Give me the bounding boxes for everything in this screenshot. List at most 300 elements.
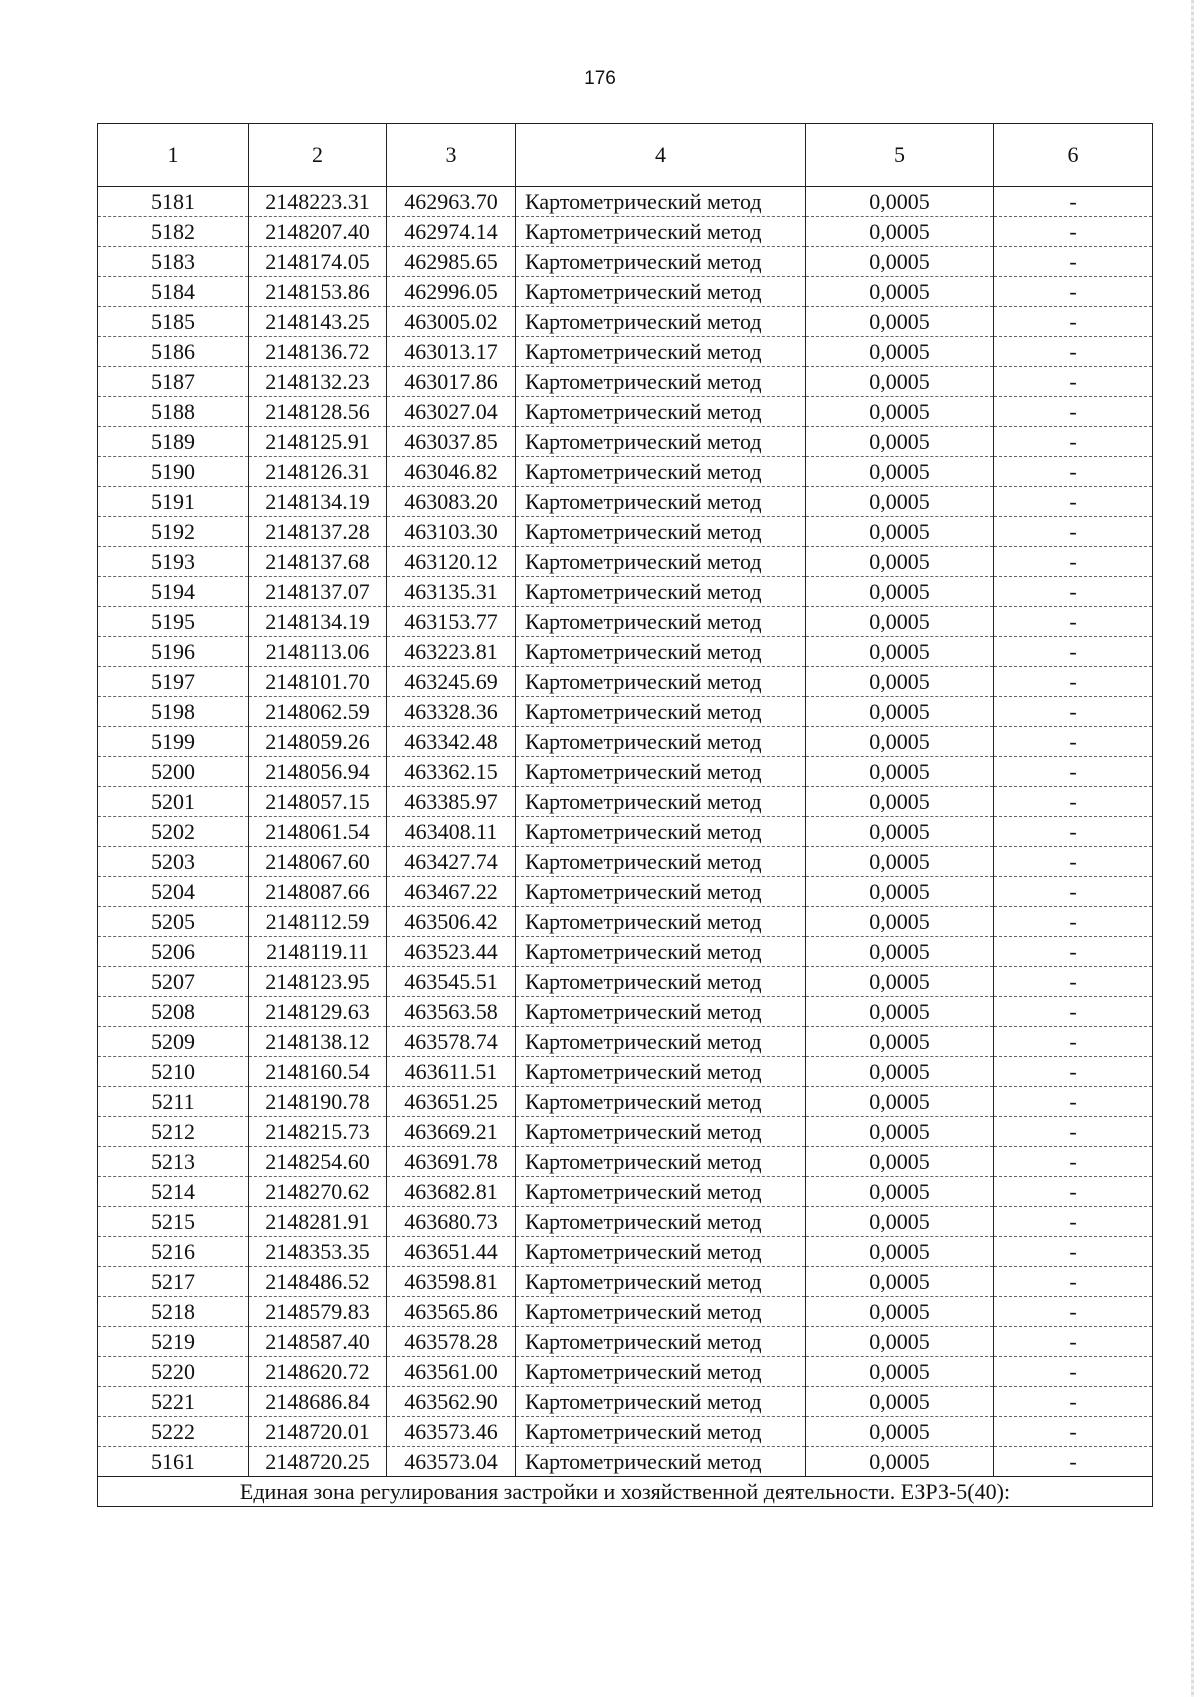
cell-coord-y: 463427.74 — [387, 847, 516, 877]
cell-coord-y: 463013.17 — [387, 337, 516, 367]
cell-coord-y: 463545.51 — [387, 967, 516, 997]
cell-note: - — [994, 607, 1153, 637]
cell-coord-x: 2148134.19 — [249, 607, 387, 637]
cell-coord-x: 2148123.95 — [249, 967, 387, 997]
cell-point-number: 5195 — [98, 607, 249, 637]
cell-point-number: 5205 — [98, 907, 249, 937]
cell-method: Картометрический метод — [516, 427, 806, 457]
table-row — [98, 637, 1153, 667]
cell-note: - — [994, 397, 1153, 427]
cell-coord-y: 463578.28 — [387, 1327, 516, 1357]
table-row — [98, 907, 1153, 937]
cell-method: Картометрический метод — [516, 577, 806, 607]
cell-point-number: 5188 — [98, 397, 249, 427]
cell-point-number: 5222 — [98, 1417, 249, 1447]
cell-precision: 0,0005 — [806, 877, 994, 907]
table-row — [98, 1387, 1153, 1417]
cell-method: Картометрический метод — [516, 967, 806, 997]
table-row — [98, 1117, 1153, 1147]
cell-coord-x: 2148113.06 — [249, 637, 387, 667]
cell-precision: 0,0005 — [806, 847, 994, 877]
cell-coord-y: 463563.58 — [387, 997, 516, 1027]
cell-precision: 0,0005 — [806, 1147, 994, 1177]
table-row — [98, 397, 1153, 427]
cell-precision: 0,0005 — [806, 727, 994, 757]
cell-method: Картометрический метод — [516, 1057, 806, 1087]
table-row — [98, 247, 1153, 277]
table-row — [98, 577, 1153, 607]
table-row — [98, 367, 1153, 397]
table-row — [98, 337, 1153, 367]
cell-coord-y: 463669.21 — [387, 1117, 516, 1147]
cell-method: Картометрический метод — [516, 637, 806, 667]
cell-note: - — [994, 277, 1153, 307]
cell-note: - — [994, 637, 1153, 667]
table-row — [98, 1087, 1153, 1117]
table-row — [98, 487, 1153, 517]
cell-coord-x: 2148137.68 — [249, 547, 387, 577]
cell-coord-y: 462985.65 — [387, 247, 516, 277]
cell-coord-y: 463362.15 — [387, 757, 516, 787]
cell-point-number: 5192 — [98, 517, 249, 547]
table-row — [98, 427, 1153, 457]
cell-coord-y: 463651.25 — [387, 1087, 516, 1117]
cell-note: - — [994, 487, 1153, 517]
cell-precision: 0,0005 — [806, 1177, 994, 1207]
cell-coord-y: 463120.12 — [387, 547, 516, 577]
cell-note: - — [994, 1087, 1153, 1117]
cell-coord-y: 463573.04 — [387, 1447, 516, 1477]
scan-edge-artifact — [1191, 0, 1194, 1697]
cell-point-number: 5218 — [98, 1297, 249, 1327]
cell-precision: 0,0005 — [806, 967, 994, 997]
cell-point-number: 5182 — [98, 217, 249, 247]
cell-note: - — [994, 1057, 1153, 1087]
table-footer-row — [98, 1477, 1153, 1507]
cell-point-number: 5211 — [98, 1087, 249, 1117]
cell-precision: 0,0005 — [806, 937, 994, 967]
cell-note: - — [994, 997, 1153, 1027]
cell-method: Картометрический метод — [516, 997, 806, 1027]
cell-coord-x: 2148620.72 — [249, 1357, 387, 1387]
cell-coord-x: 2148174.05 — [249, 247, 387, 277]
table-row — [98, 187, 1153, 217]
cell-coord-x: 2148112.59 — [249, 907, 387, 937]
cell-precision: 0,0005 — [806, 1117, 994, 1147]
cell-coord-y: 463328.36 — [387, 697, 516, 727]
cell-coord-x: 2148686.84 — [249, 1387, 387, 1417]
cell-method: Картометрический метод — [516, 607, 806, 637]
cell-coord-y: 463046.82 — [387, 457, 516, 487]
header-col-2: 2 — [249, 124, 387, 187]
cell-note: - — [994, 817, 1153, 847]
cell-note: - — [994, 667, 1153, 697]
cell-precision: 0,0005 — [806, 1087, 994, 1117]
cell-coord-x: 2148190.78 — [249, 1087, 387, 1117]
cell-point-number: 5193 — [98, 547, 249, 577]
cell-coord-x: 2148587.40 — [249, 1327, 387, 1357]
cell-note: - — [994, 1267, 1153, 1297]
cell-point-number: 5201 — [98, 787, 249, 817]
table-row — [98, 1027, 1153, 1057]
cell-coord-y: 462974.14 — [387, 217, 516, 247]
cell-method: Картометрический метод — [516, 547, 806, 577]
cell-coord-x: 2148486.52 — [249, 1267, 387, 1297]
cell-method: Картометрический метод — [516, 1447, 806, 1477]
cell-point-number: 5217 — [98, 1267, 249, 1297]
cell-method: Картометрический метод — [516, 1117, 806, 1147]
cell-coord-x: 2148720.25 — [249, 1447, 387, 1477]
cell-method: Картометрический метод — [516, 187, 806, 217]
table-row — [98, 1177, 1153, 1207]
cell-coord-x: 2148215.73 — [249, 1117, 387, 1147]
cell-method: Картометрический метод — [516, 337, 806, 367]
cell-method: Картометрический метод — [516, 247, 806, 277]
cell-note: - — [994, 517, 1153, 547]
cell-coord-x: 2148579.83 — [249, 1297, 387, 1327]
cell-point-number: 5210 — [98, 1057, 249, 1087]
cell-coord-x: 2148270.62 — [249, 1177, 387, 1207]
cell-precision: 0,0005 — [806, 637, 994, 667]
table-header-row — [98, 124, 1153, 187]
table-row — [98, 1237, 1153, 1267]
cell-method: Картометрический метод — [516, 1417, 806, 1447]
cell-point-number: 5220 — [98, 1357, 249, 1387]
cell-method: Картометрический метод — [516, 787, 806, 817]
cell-coord-y: 463342.48 — [387, 727, 516, 757]
cell-point-number: 5198 — [98, 697, 249, 727]
cell-precision: 0,0005 — [806, 1237, 994, 1267]
cell-point-number: 5213 — [98, 1147, 249, 1177]
cell-note: - — [994, 787, 1153, 817]
cell-method: Картометрический метод — [516, 1207, 806, 1237]
cell-coord-y: 463561.00 — [387, 1357, 516, 1387]
cell-note: - — [994, 727, 1153, 757]
cell-precision: 0,0005 — [806, 1417, 994, 1447]
cell-note: - — [994, 457, 1153, 487]
cell-point-number: 5189 — [98, 427, 249, 457]
cell-point-number: 5187 — [98, 367, 249, 397]
cell-precision: 0,0005 — [806, 337, 994, 367]
cell-note: - — [994, 1417, 1153, 1447]
cell-coord-y: 463245.69 — [387, 667, 516, 697]
cell-point-number: 5208 — [98, 997, 249, 1027]
cell-precision: 0,0005 — [806, 187, 994, 217]
cell-precision: 0,0005 — [806, 1327, 994, 1357]
cell-note: - — [994, 307, 1153, 337]
cell-point-number: 5191 — [98, 487, 249, 517]
cell-note: - — [994, 1237, 1153, 1267]
cell-method: Картометрический метод — [516, 1357, 806, 1387]
cell-coord-y: 463523.44 — [387, 937, 516, 967]
cell-note: - — [994, 937, 1153, 967]
cell-method: Картометрический метод — [516, 397, 806, 427]
cell-coord-x: 2148057.15 — [249, 787, 387, 817]
table-row — [98, 847, 1153, 877]
cell-coord-y: 463027.04 — [387, 397, 516, 427]
table-row — [98, 967, 1153, 997]
table-row — [98, 307, 1153, 337]
cell-method: Картометрический метод — [516, 517, 806, 547]
cell-coord-x: 2148128.56 — [249, 397, 387, 427]
cell-coord-x: 2148137.28 — [249, 517, 387, 547]
cell-precision: 0,0005 — [806, 1267, 994, 1297]
table-row — [98, 997, 1153, 1027]
cell-note: - — [994, 337, 1153, 367]
cell-coord-x: 2148059.26 — [249, 727, 387, 757]
cell-note: - — [994, 187, 1153, 217]
cell-point-number: 5219 — [98, 1327, 249, 1357]
table-row — [98, 1327, 1153, 1357]
cell-coord-x: 2148119.11 — [249, 937, 387, 967]
cell-method: Картометрический метод — [516, 757, 806, 787]
cell-point-number: 5199 — [98, 727, 249, 757]
cell-note: - — [994, 1207, 1153, 1237]
cell-method: Картометрический метод — [516, 1297, 806, 1327]
cell-note: - — [994, 367, 1153, 397]
cell-coord-x: 2148223.31 — [249, 187, 387, 217]
cell-method: Картометрический метод — [516, 937, 806, 967]
header-col-5: 5 — [806, 124, 994, 187]
cell-point-number: 5190 — [98, 457, 249, 487]
cell-method: Картометрический метод — [516, 727, 806, 757]
cell-precision: 0,0005 — [806, 247, 994, 277]
cell-method: Картометрический метод — [516, 1027, 806, 1057]
cell-precision: 0,0005 — [806, 367, 994, 397]
cell-precision: 0,0005 — [806, 1207, 994, 1237]
cell-coord-y: 463135.31 — [387, 577, 516, 607]
cell-precision: 0,0005 — [806, 1447, 994, 1477]
cell-method: Картометрический метод — [516, 877, 806, 907]
cell-coord-y: 463467.22 — [387, 877, 516, 907]
cell-coord-y: 463005.02 — [387, 307, 516, 337]
cell-coord-y: 463153.77 — [387, 607, 516, 637]
table-row — [98, 547, 1153, 577]
cell-coord-x: 2148087.66 — [249, 877, 387, 907]
cell-coord-y: 463598.81 — [387, 1267, 516, 1297]
cell-coord-x: 2148056.94 — [249, 757, 387, 787]
cell-coord-y: 462996.05 — [387, 277, 516, 307]
table-row — [98, 667, 1153, 697]
cell-method: Картометрический метод — [516, 1177, 806, 1207]
cell-precision: 0,0005 — [806, 577, 994, 607]
cell-precision: 0,0005 — [806, 757, 994, 787]
cell-precision: 0,0005 — [806, 457, 994, 487]
cell-note: - — [994, 547, 1153, 577]
cell-coord-y: 463083.20 — [387, 487, 516, 517]
table-row — [98, 607, 1153, 637]
coordinates-table — [97, 123, 1153, 1507]
cell-coord-y: 463385.97 — [387, 787, 516, 817]
cell-note: - — [994, 1117, 1153, 1147]
header-col-4: 4 — [516, 124, 806, 187]
cell-point-number: 5202 — [98, 817, 249, 847]
cell-precision: 0,0005 — [806, 217, 994, 247]
cell-precision: 0,0005 — [806, 547, 994, 577]
table-row — [98, 787, 1153, 817]
cell-point-number: 5215 — [98, 1207, 249, 1237]
cell-method: Картометрический метод — [516, 367, 806, 397]
table-row — [98, 727, 1153, 757]
cell-precision: 0,0005 — [806, 997, 994, 1027]
table-row — [98, 1447, 1153, 1477]
cell-coord-y: 463223.81 — [387, 637, 516, 667]
cell-coord-x: 2148136.72 — [249, 337, 387, 367]
cell-point-number: 5203 — [98, 847, 249, 877]
cell-method: Картометрический метод — [516, 1267, 806, 1297]
cell-method: Картометрический метод — [516, 457, 806, 487]
cell-coord-x: 2148138.12 — [249, 1027, 387, 1057]
table-row — [98, 1207, 1153, 1237]
cell-coord-y: 463565.86 — [387, 1297, 516, 1327]
cell-precision: 0,0005 — [806, 1027, 994, 1057]
table-row — [98, 1267, 1153, 1297]
cell-point-number: 5194 — [98, 577, 249, 607]
cell-point-number: 5161 — [98, 1447, 249, 1477]
cell-coord-x: 2148062.59 — [249, 697, 387, 727]
cell-coord-y: 463017.86 — [387, 367, 516, 397]
header-col-3: 3 — [387, 124, 516, 187]
header-col-1: 1 — [98, 124, 249, 187]
cell-note: - — [994, 217, 1153, 247]
table-row — [98, 817, 1153, 847]
cell-point-number: 5206 — [98, 937, 249, 967]
table-row — [98, 757, 1153, 787]
cell-note: - — [994, 1327, 1153, 1357]
table-row — [98, 217, 1153, 247]
table-row — [98, 877, 1153, 907]
cell-coord-y: 463651.44 — [387, 1237, 516, 1267]
cell-precision: 0,0005 — [806, 277, 994, 307]
cell-coord-y: 463682.81 — [387, 1177, 516, 1207]
table-row — [98, 937, 1153, 967]
cell-coord-y: 463611.51 — [387, 1057, 516, 1087]
cell-note: - — [994, 697, 1153, 727]
cell-coord-y: 463573.46 — [387, 1417, 516, 1447]
cell-precision: 0,0005 — [806, 817, 994, 847]
table-row — [98, 1057, 1153, 1087]
cell-note: - — [994, 247, 1153, 277]
cell-method: Картометрический метод — [516, 217, 806, 247]
header-col-6: 6 — [994, 124, 1153, 187]
cell-coord-x: 2148134.19 — [249, 487, 387, 517]
cell-method: Картометрический метод — [516, 487, 806, 517]
cell-point-number: 5185 — [98, 307, 249, 337]
cell-point-number: 5181 — [98, 187, 249, 217]
cell-coord-x: 2148126.31 — [249, 457, 387, 487]
cell-coord-y: 463506.42 — [387, 907, 516, 937]
cell-coord-y: 463037.85 — [387, 427, 516, 457]
cell-point-number: 5183 — [98, 247, 249, 277]
table-row — [98, 1147, 1153, 1177]
cell-precision: 0,0005 — [806, 427, 994, 457]
cell-method: Картометрический метод — [516, 1327, 806, 1357]
cell-precision: 0,0005 — [806, 607, 994, 637]
cell-note: - — [994, 1177, 1153, 1207]
cell-note: - — [994, 907, 1153, 937]
cell-coord-x: 2148720.01 — [249, 1417, 387, 1447]
cell-coord-x: 2148207.40 — [249, 217, 387, 247]
cell-note: - — [994, 1297, 1153, 1327]
cell-coord-x: 2148254.60 — [249, 1147, 387, 1177]
table-row — [98, 1297, 1153, 1327]
cell-note: - — [994, 1447, 1153, 1477]
cell-note: - — [994, 427, 1153, 457]
cell-precision: 0,0005 — [806, 1057, 994, 1087]
cell-point-number: 5207 — [98, 967, 249, 997]
cell-note: - — [994, 757, 1153, 787]
cell-point-number: 5212 — [98, 1117, 249, 1147]
cell-precision: 0,0005 — [806, 397, 994, 427]
page-number: 176 — [584, 68, 616, 89]
cell-point-number: 5204 — [98, 877, 249, 907]
cell-coord-x: 2148129.63 — [249, 997, 387, 1027]
cell-coord-x: 2148132.23 — [249, 367, 387, 397]
cell-coord-y: 463562.90 — [387, 1387, 516, 1417]
cell-coord-x: 2148061.54 — [249, 817, 387, 847]
cell-precision: 0,0005 — [806, 907, 994, 937]
cell-point-number: 5197 — [98, 667, 249, 697]
cell-note: - — [994, 1147, 1153, 1177]
cell-precision: 0,0005 — [806, 787, 994, 817]
table-row — [98, 1357, 1153, 1387]
cell-coord-x: 2148125.91 — [249, 427, 387, 457]
cell-method: Картометрический метод — [516, 277, 806, 307]
cell-coord-y: 462963.70 — [387, 187, 516, 217]
table-row — [98, 1417, 1153, 1447]
cell-note: - — [994, 1357, 1153, 1387]
cell-precision: 0,0005 — [806, 667, 994, 697]
cell-point-number: 5200 — [98, 757, 249, 787]
cell-point-number: 5221 — [98, 1387, 249, 1417]
table-row — [98, 457, 1153, 487]
cell-precision: 0,0005 — [806, 487, 994, 517]
cell-point-number: 5196 — [98, 637, 249, 667]
table-row — [98, 697, 1153, 727]
cell-precision: 0,0005 — [806, 1357, 994, 1387]
cell-coord-x: 2148281.91 — [249, 1207, 387, 1237]
cell-note: - — [994, 1027, 1153, 1057]
cell-coord-x: 2148353.35 — [249, 1237, 387, 1267]
cell-point-number: 5209 — [98, 1027, 249, 1057]
cell-point-number: 5214 — [98, 1177, 249, 1207]
cell-note: - — [994, 847, 1153, 877]
cell-precision: 0,0005 — [806, 517, 994, 547]
table-row — [98, 277, 1153, 307]
cell-coord-x: 2148101.70 — [249, 667, 387, 697]
cell-method: Картометрический метод — [516, 1237, 806, 1267]
cell-coord-x: 2148160.54 — [249, 1057, 387, 1087]
cell-method: Картометрический метод — [516, 1147, 806, 1177]
cell-precision: 0,0005 — [806, 1387, 994, 1417]
cell-note: - — [994, 877, 1153, 907]
cell-coord-y: 463408.11 — [387, 817, 516, 847]
cell-method: Картометрический метод — [516, 307, 806, 337]
cell-method: Картометрический метод — [516, 667, 806, 697]
cell-coord-x: 2148137.07 — [249, 577, 387, 607]
cell-method: Картометрический метод — [516, 907, 806, 937]
cell-coord-y: 463103.30 — [387, 517, 516, 547]
zone-caption: Единая зона регулирования застройки и хозяйственной деятельности. ЕЗРЗ-5(40): — [98, 1477, 1153, 1507]
cell-coord-x: 2148143.25 — [249, 307, 387, 337]
cell-point-number: 5184 — [98, 277, 249, 307]
cell-method: Картометрический метод — [516, 1387, 806, 1417]
cell-coord-y: 463680.73 — [387, 1207, 516, 1237]
cell-method: Картометрический метод — [516, 697, 806, 727]
cell-coord-x: 2148067.60 — [249, 847, 387, 877]
cell-precision: 0,0005 — [806, 1297, 994, 1327]
cell-note: - — [994, 577, 1153, 607]
